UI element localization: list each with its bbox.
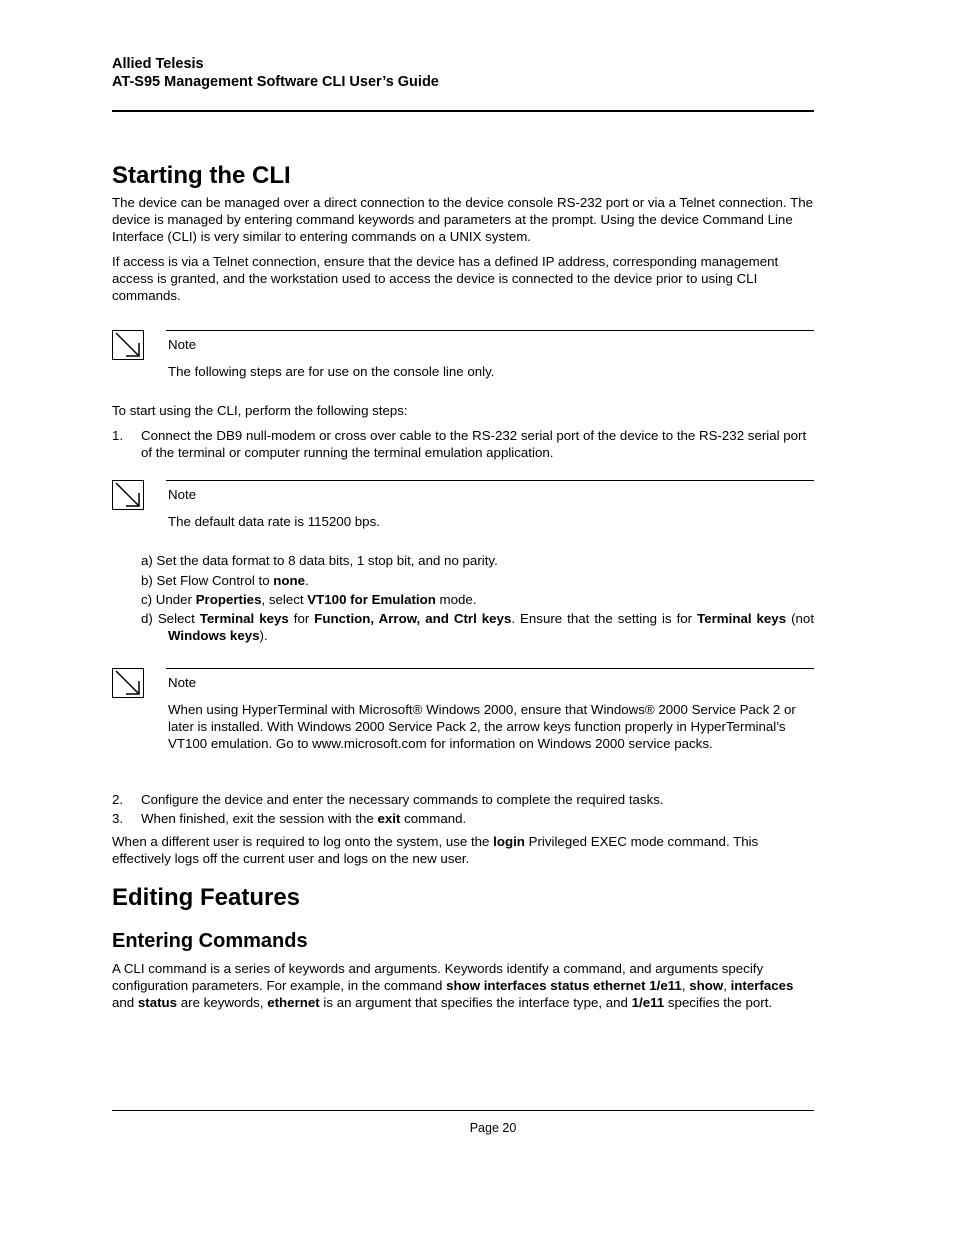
- note-icon: [112, 668, 144, 698]
- note-icon: [112, 480, 144, 510]
- substep-a: a) Set the data format to 8 data bits, 1 stop bit, and no parity.: [141, 553, 498, 568]
- paragraph-entering-commands: A CLI command is a series of keywords and arguments. Keywords identify a command, and arguments specify configuration parameters. For example, in the command show interfaces status ethernet 1/e11, show, interfaces and status are keywords, ethernet is an argument that specifies the interface type, and 1/e11 specifies the port.: [112, 961, 794, 1010]
- step-number: 1.: [112, 428, 124, 443]
- note-label: Note: [168, 337, 197, 352]
- section-title-editing-features: Editing Features: [112, 884, 301, 911]
- substep-c: c) Under Properties, select VT100 for Emulation mode.: [141, 592, 477, 607]
- note-label: Note: [168, 675, 197, 690]
- step-text: Configure the device and enter the necessary commands to complete the required tasks.: [141, 792, 664, 807]
- note-rule: [166, 480, 814, 481]
- paragraph-login: When a different user is required to log onto the system, use the login Privileged EXEC mode command. This effectively logs off the current user and logs on the new user.: [112, 834, 759, 866]
- substep-d: d) Select Terminal keys for Function, Arrow, and Ctrl keys. Ensure that the setting is for Terminal keys (not Windows keys).: [141, 611, 815, 643]
- section-title-starting-cli: Starting the CLI: [112, 162, 291, 189]
- step-text: When finished, exit the session with the exit command.: [141, 811, 467, 826]
- header-company: Allied Telesis: [112, 56, 204, 72]
- note-text: The following steps are for use on the console line only.: [168, 364, 495, 379]
- note-text: The default data rate is 115200 bps.: [168, 514, 380, 529]
- paragraph-intro: The device can be managed over a direct connection to the device console RS-232 port or via a Telnet connection. The device is managed by entering command keywords and parameters at the prompt. Using the device Command Line Interface (CLI) is very similar to entering commands on a UNIX system.: [112, 195, 813, 244]
- substep-b: b) Set Flow Control to none.: [141, 573, 309, 588]
- note-rule: [166, 668, 814, 669]
- note-rule: [166, 330, 814, 331]
- note-label: Note: [168, 487, 197, 502]
- subsection-title-entering-commands: Entering Commands: [112, 930, 308, 952]
- step-text: Connect the DB9 null-modem or cross over cable to the RS-232 serial port of the device to the RS-232 serial port of the terminal or computer running the terminal emulation application.: [141, 428, 807, 460]
- page-number: Page 20: [469, 1121, 517, 1135]
- paragraph-telnet: If access is via a Telnet connection, ensure that the device has a defined IP address, corresponding management access is granted, and the workstation used to access the device is connected to the device prior to using CLI commands.: [112, 254, 779, 303]
- step-number: 3.: [112, 811, 124, 826]
- header-rule: [112, 110, 814, 112]
- step-number: 2.: [112, 792, 124, 807]
- header-guide-title: AT-S95 Management Software CLI User’s Guide: [112, 74, 439, 90]
- note-text: When using HyperTerminal with Microsoft® Windows 2000, ensure that Windows® 2000 Service Pack 2 or later is installed. With Windows 2000 Service Pack 2, the arrow keys function properly in HyperTerminal’s VT100 emulation. Go to www.microsoft.com for information on Windows 2000 service packs.: [168, 702, 796, 751]
- footer-rule: [112, 1110, 814, 1111]
- steps-intro: To start using the CLI, perform the following steps:: [112, 403, 408, 418]
- note-icon: [112, 330, 144, 360]
